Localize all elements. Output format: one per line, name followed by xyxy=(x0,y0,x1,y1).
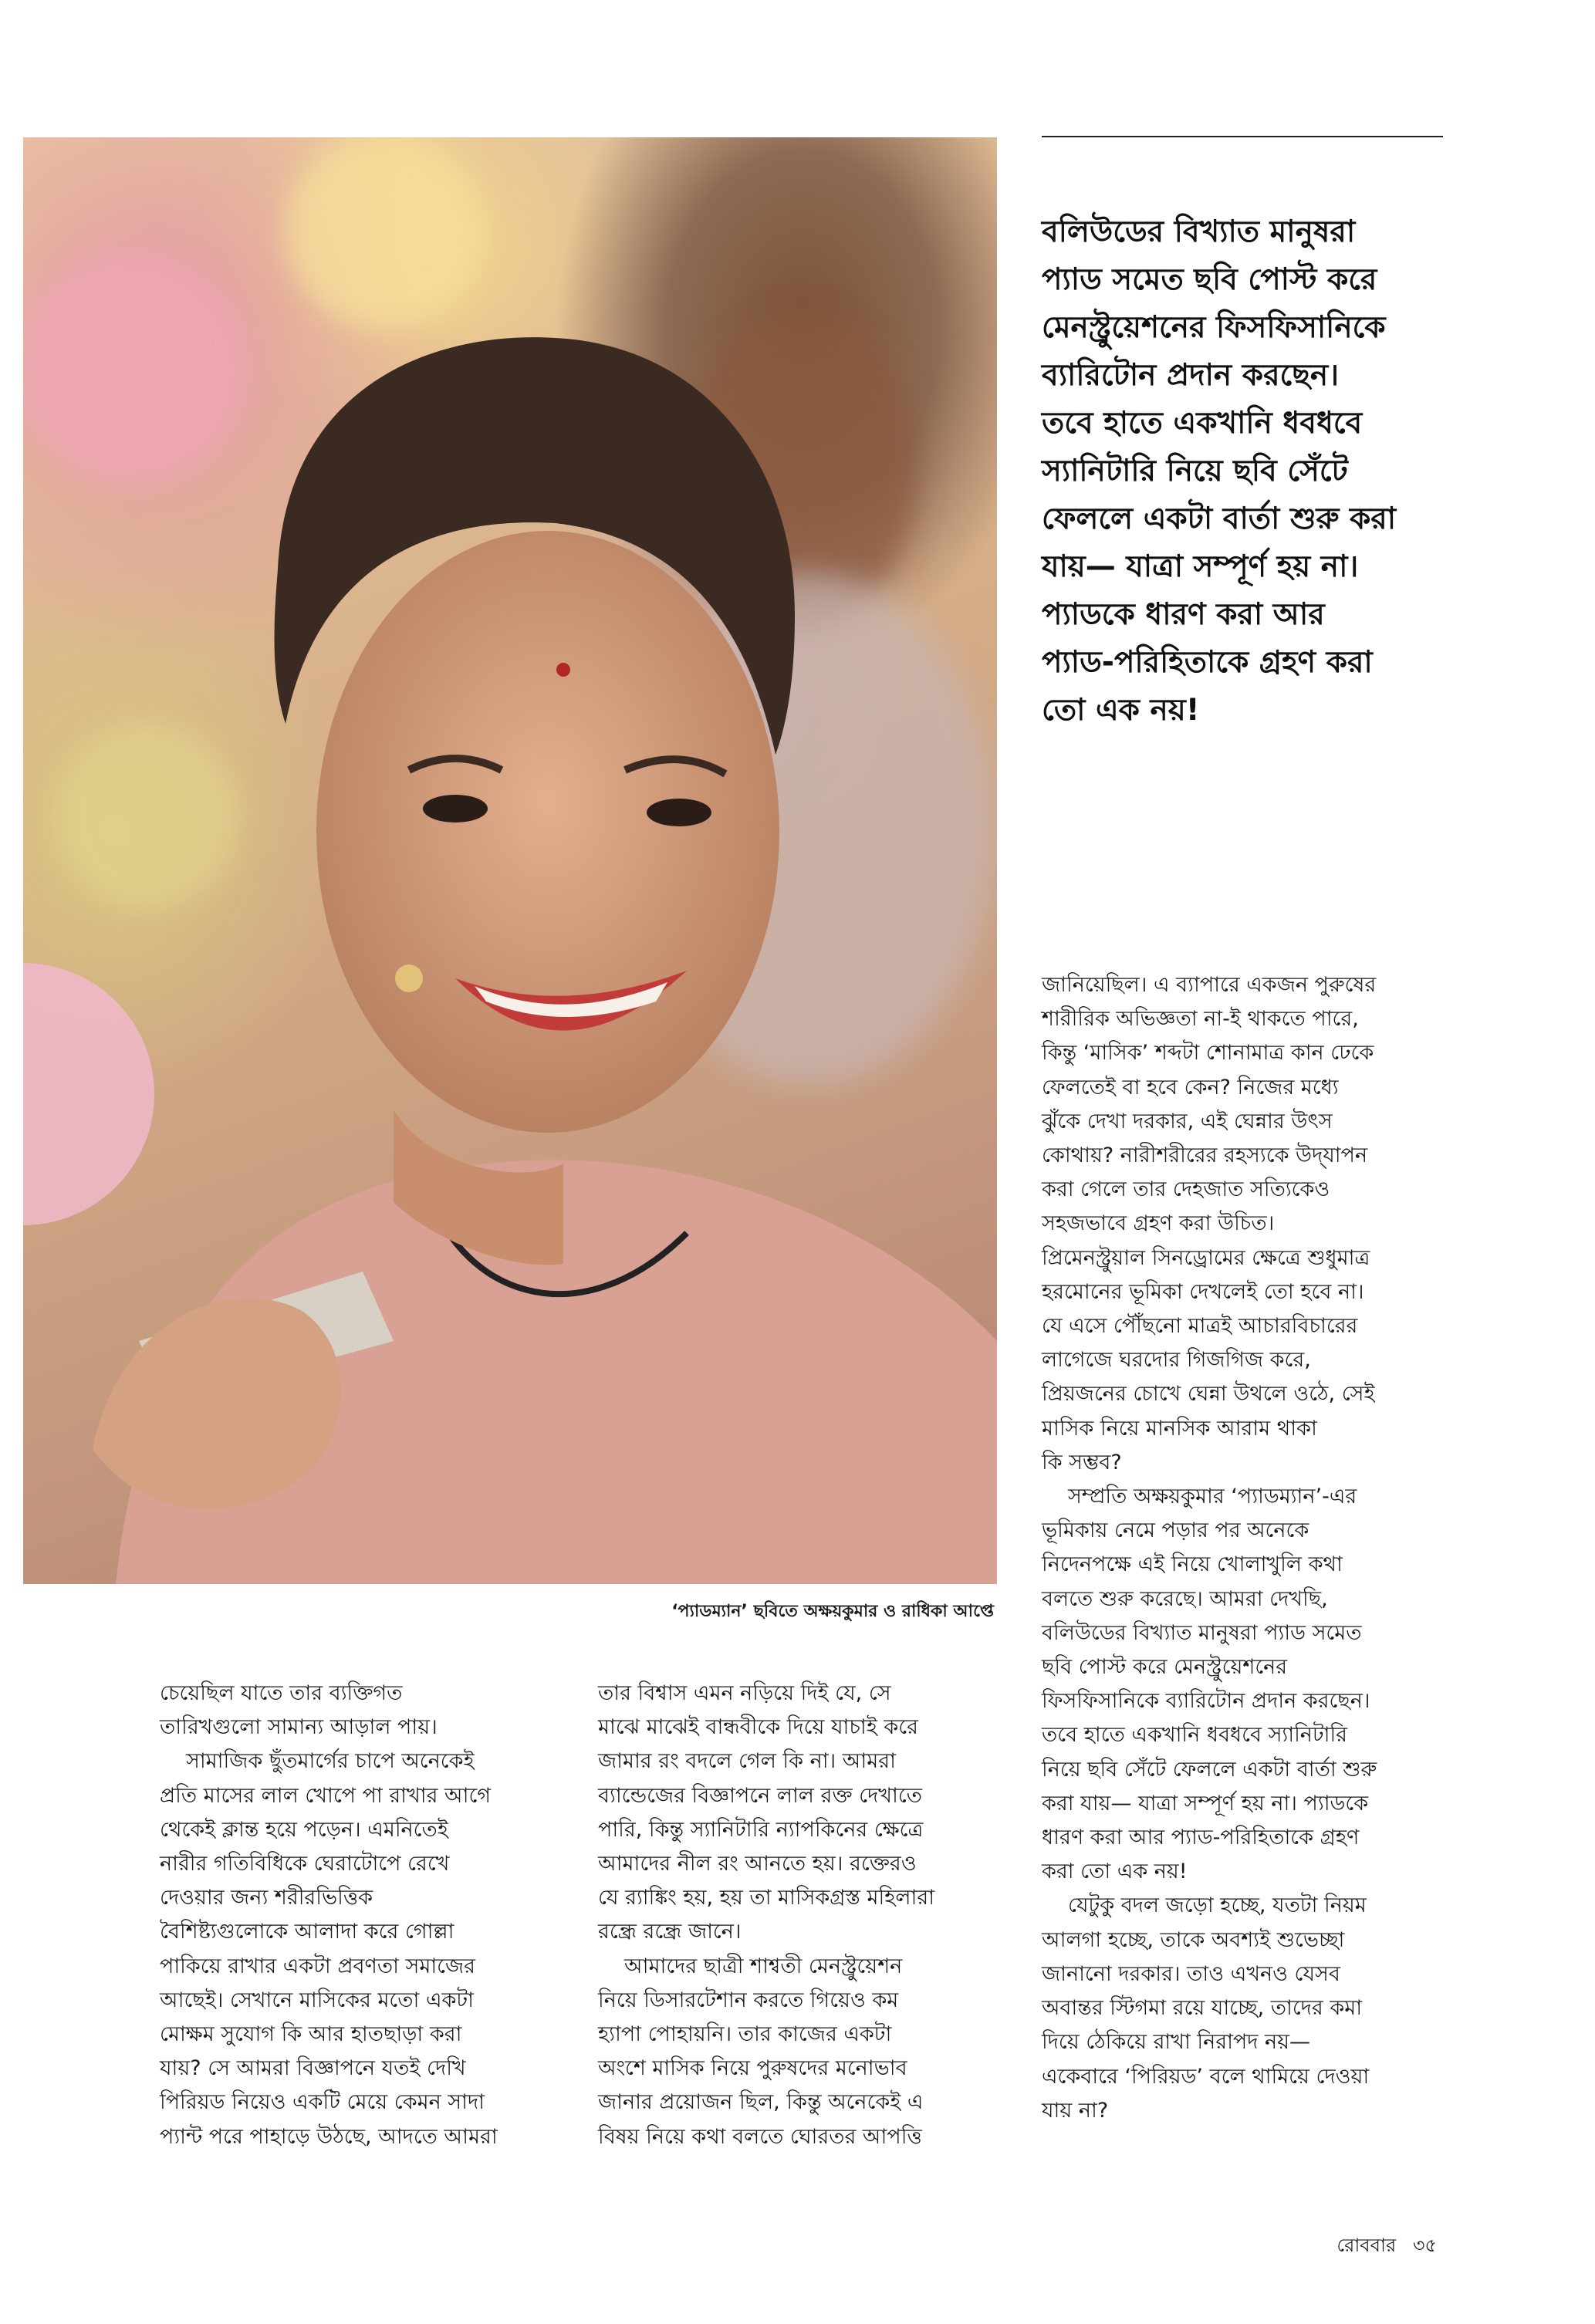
text-line: ফিসফিসানিকে ব্যারিটোন প্রদান করছেন। xyxy=(1042,1689,1370,1714)
text-line: আছেই। সেখানে মাসিকের মতো একটা xyxy=(160,1988,474,2012)
text-line: রন্ধ্রে রন্ধ্রে জানে। xyxy=(598,1920,742,1944)
text-line: ব্যান্ডেজের বিজ্ঞাপনে লাল রক্ত দেখাতে xyxy=(598,1783,922,1808)
text-line: জানানো দরকার। তাও এখনও যেসব xyxy=(1042,1961,1340,1986)
pull-quote-line: বলিউডের বিখ্যাত মানুষরা xyxy=(1042,214,1356,249)
pull-quote-line: প্যাডকে ধারণ করা আর xyxy=(1042,597,1325,632)
text-line: আমাদের ছাত্রী শাশ্বতী মেনস্ট্রুয়েশন xyxy=(624,1954,903,1978)
text-line: জানার প্রয়োজন ছিল, কিন্তু অনেকেই এ xyxy=(598,2090,924,2115)
text-line: জানিয়েছিল। এ ব্যাপারে একজন পুরুষের xyxy=(1042,973,1377,997)
text-line: তার বিশ্বাস এমন নড়িয়ে দিই যে, সে xyxy=(598,1681,891,1705)
text-line: করা তো এক নয়! xyxy=(1042,1860,1188,1884)
text-line: করা যায়— যাত্রা সম্পূর্ণ হয় না। প্যাডকে xyxy=(1042,1791,1369,1816)
magazine-name: রোববার xyxy=(1336,2234,1397,2256)
text-line: জামার রং বদলে গেল কি না। আমরা xyxy=(598,1749,896,1774)
text-line: নিয়ে ছবি সেঁটে ফেললে একটা বার্তা শুরু xyxy=(1042,1757,1377,1782)
pull-quote-line: যায়— যাত্রা সম্পূর্ণ হয় না। xyxy=(1042,549,1359,584)
pull-quote-line: প্যাড-পরিহিতাকে গ্রহণ করা xyxy=(1042,645,1373,680)
text-line: ছবি পোস্ট করে মেনস্ট্রুয়েশনের xyxy=(1042,1655,1288,1680)
text-column-right xyxy=(1042,968,1458,2128)
text-line: ধারণ করা আর প্যাড-পরিহিতাকে গ্রহণ xyxy=(1042,1826,1360,1850)
text-line: যেটুকু বদল জড়ো হচ্ছে, যতটা নিয়ম xyxy=(1068,1893,1367,1918)
text-line: মাঝে মাঝেই বান্ধবীকে দিয়ে যাচাই করে xyxy=(598,1715,918,1740)
pull-quote-line: তো এক নয়! xyxy=(1042,693,1200,728)
text-line: সহজভাবে গ্রহণ করা উচিত। xyxy=(1042,1211,1275,1236)
text-line: করা গেলে তার দেহজাত সত্যিকেও xyxy=(1042,1177,1330,1202)
text-line: থেকেই ক্লান্ত হয়ে পড়েন। এমনিতেই xyxy=(160,1817,448,1842)
text-line: হ্যাপা পোহায়নি। তার কাজের একটা xyxy=(598,2022,892,2047)
page-footer xyxy=(1336,2234,1437,2257)
text-line: যে র‍্যাঙ্কিং হয়, হয় তা মাসিকগ্রস্ত মহিলারা xyxy=(598,1886,935,1910)
pull-quote-line: স্যানিটারি নিয়ে ছবি সেঁটে xyxy=(1042,454,1348,488)
text-line: নারীর গতিবিধিকে ঘেরাটোপে রেখে xyxy=(160,1852,450,1876)
text-line: লাগেজে ঘরদোর গিজগিজ করে, xyxy=(1042,1348,1311,1373)
pull-quote-line: ব্যারিটোন প্রদান করছেন। xyxy=(1042,358,1340,393)
text-line: ঝুঁকে দেখা দরকার, এই ঘেন্নার উৎস xyxy=(1042,1109,1333,1133)
text-line: দিয়ে ঠেকিয়ে রাখা নিরাপদ নয়— xyxy=(1042,2030,1311,2055)
text-line: অবান্তর স্টিগমা রয়ে যাচ্ছে, তাদের কমা xyxy=(1042,1996,1363,2021)
text-line: প্রিমেনস্ট্রুয়াল সিনড্রোমের ক্ষেত্রে শুধুমাত্র xyxy=(1042,1245,1370,1270)
pull-quote xyxy=(1042,208,1474,735)
text-line: যে এসে পৌঁছনো মাত্রই আচারবিচারের xyxy=(1042,1314,1358,1339)
text-line: প্যান্ট পরে পাহাড়ে উঠছে, আদতে আমরা xyxy=(160,2124,498,2149)
text-line: যায় না? xyxy=(1042,2098,1109,2123)
text-line: কোথায়? নারীশরীরের রহস্যকে উদ্‌যাপন xyxy=(1042,1143,1368,1168)
text-line: বলিউডের বিখ্যাত মানুষরা প্যাড সমেত xyxy=(1042,1620,1362,1645)
page-number: ৩৫ xyxy=(1412,2234,1437,2256)
text-line: সম্প্রতি অক্ষয়কুমার ‘প্যাডম্যান’-এর xyxy=(1068,1485,1357,1509)
text-line: অংশে মাসিক নিয়ে পুরুষদের মনোভাব xyxy=(598,2056,907,2081)
text-line: পাকিয়ে রাখার একটা প্রবণতা সমাজের xyxy=(160,1954,476,1978)
text-line: বলতে শুরু করেছে। আমরা দেখছি, xyxy=(1042,1586,1328,1611)
pull-quote-line: তবে হাতে একখানি ধবধবে xyxy=(1042,406,1363,441)
photo-icon xyxy=(23,137,997,1584)
text-line: নিয়ে ডিসারটেশান করতে গিয়েও কম xyxy=(598,1988,899,2012)
text-line: পারি, কিন্তু স্যানিটারি ন্যাপকিনের ক্ষেত্রে xyxy=(598,1817,924,1842)
text-line: সামাজিক ছুঁতমার্গের চাপে অনেকেই xyxy=(186,1749,475,1774)
text-line: নিদেনপক্ষে এই নিয়ে খোলাখুলি কথা xyxy=(1042,1552,1343,1577)
pull-quote-line: ফেললে একটা বার্তা শুরু করা xyxy=(1042,502,1397,536)
article-photo xyxy=(23,137,997,1584)
text-line: ফেলতেই বা হবে কেন? নিজের মধ্যে xyxy=(1042,1075,1339,1100)
text-line: যায়? সে আমরা বিজ্ঞাপনে যতই দেখি xyxy=(160,2056,466,2081)
text-line: ভূমিকায় নেমে পড়ার পর অনেকে xyxy=(1042,1518,1309,1543)
text-line: কিন্তু ‘মাসিক’ শব্দটা শোনামাত্র কান ঢেকে xyxy=(1042,1041,1374,1066)
top-rule xyxy=(1042,136,1443,137)
text-column-left xyxy=(160,1677,576,2154)
photo-caption: ‘প্যাডম্যান’ ছবিতে অক্ষয়কুমার ও রাধিকা আপ্তে xyxy=(671,1602,994,1621)
text-line: তবে হাতে একখানি ধবধবে স্যানিটারি xyxy=(1042,1723,1348,1748)
text-line: বৈশিষ্ট্যগুলোকে আলাদা করে গোল্লা xyxy=(160,1920,455,1944)
text-column-middle xyxy=(598,1677,1015,2154)
text-line: দেওয়ার জন্য শরীরভিত্তিক xyxy=(160,1886,373,1910)
text-line: আলগা হচ্ছে, তাকে অবশ্যই শুভেচ্ছা xyxy=(1042,1927,1345,1952)
text-line: প্রিয়জনের চোখে ঘেন্না উথলে ওঠে, সেই xyxy=(1042,1382,1375,1407)
text-line: কি সম্ভব? xyxy=(1042,1450,1122,1474)
text-line: শারীরিক অভিজ্ঞতা না-ই থাকতে পারে, xyxy=(1042,1007,1359,1032)
text-line: মোক্ষম সুযোগ কি আর হাতছাড়া করা xyxy=(160,2022,462,2047)
text-line: হরমোনের ভূমিকা দেখলেই তো হবে না। xyxy=(1042,1279,1364,1304)
pull-quote-line: মেনস্ট্রুয়েশনের ফিসফিসানিকে xyxy=(1042,310,1386,345)
text-line: তারিখগুলো সামান্য আড়াল পায়। xyxy=(160,1715,438,1740)
text-line: চেয়েছিল যাতে তার ব্যক্তিগত xyxy=(160,1681,403,1705)
text-line: একেবারে ‘পিরিয়ড’ বলে থামিয়ে দেওয়া xyxy=(1042,2064,1370,2089)
text-line: বিষয় নিয়ে কথা বলতে ঘোরতর আপত্তি xyxy=(598,2124,922,2149)
text-line: আমাদের নীল রং আনতে হয়। রক্তেরও xyxy=(598,1852,917,1876)
text-line: মাসিক নিয়ে মানসিক আরাম থাকা xyxy=(1042,1416,1317,1441)
text-line: পিরিয়ড নিয়েও একটি মেয়ে কেমন সাদা xyxy=(160,2090,485,2115)
text-line: প্রতি মাসের লাল খোপে পা রাখার আগে xyxy=(160,1783,492,1808)
pull-quote-line: প্যাড সমেত ছবি পোস্ট করে xyxy=(1042,262,1377,297)
